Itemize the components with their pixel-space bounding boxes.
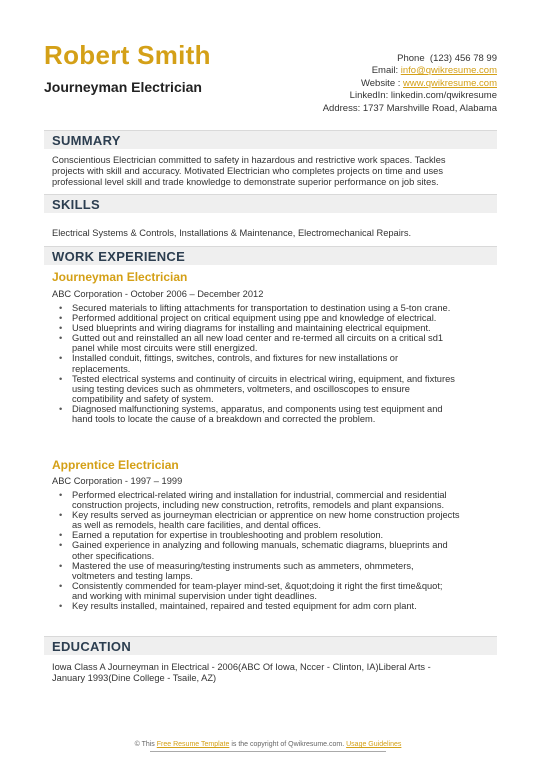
list-item: • Installed conduit, fittings, switches, controls, and fixtures for new installations or replacements. xyxy=(52,353,496,373)
list-item: • Gained experience in analyzing and following manuals, schematic diagrams, blueprints and other specifications. xyxy=(52,540,496,560)
skills-heading-label: SKILLS xyxy=(52,197,101,212)
address-value: 1737 Marshville Road, Alabama xyxy=(362,102,497,114)
education-heading-label: EDUCATION xyxy=(52,639,132,654)
candidate-name: Robert Smith xyxy=(44,40,211,70)
summary-heading xyxy=(44,130,497,149)
list-item: • Performed additional project on critical equipment using ppe and knowledge of electrical. xyxy=(52,313,496,323)
list-item: • Gutted out and reinstalled an all new load center and re-termed all circuits on a critical sd1 panel while most circuits were still energized. xyxy=(52,333,496,353)
website-link[interactable]: www.qwikresume.com xyxy=(403,77,497,89)
website-label: Website : xyxy=(360,77,401,89)
contact-linkedin xyxy=(323,90,497,102)
contact-email xyxy=(323,65,497,77)
education-line: January 1993(Dine College - Tsaile, AZ) xyxy=(52,673,217,683)
list-item: • Performed electrical-related wiring and installation for industrial, commercial and residential construction projects, including new construction, retrofits, remodels and plant expansions. xyxy=(52,490,496,510)
list-item: • Earned a reputation for expertise in troubleshooting and problem resolution. xyxy=(52,530,496,540)
phone-value: (123) 456 78 99 xyxy=(429,53,497,64)
list-item: • Secured materials to lifting attachments for transportation to destination using a 5-ton crane. xyxy=(52,303,496,313)
usage-guidelines-link[interactable]: Usage Guidelines xyxy=(346,741,402,748)
list-item: • Key results served as journeyman electrician or apprentice on new home construction projects as well as remodels, health care facilities, and dental offices. xyxy=(52,510,496,530)
summary-line: Conscientious Electrician committed to safety in hazardous and restrictive work spaces. Tackles xyxy=(52,155,446,165)
contact-block xyxy=(323,53,497,115)
contact-website xyxy=(323,78,497,90)
job-bullets xyxy=(52,490,496,611)
summary-line: professional level skill and trade knowledge to demonstrate superior performance on job sites. xyxy=(52,177,439,187)
job-bullets xyxy=(52,303,496,424)
summary-text xyxy=(52,155,496,188)
job-title: Apprentice Electrician xyxy=(52,458,179,472)
list-item: • Diagnosed malfunctioning systems, apparatus, and components using test equipment and hand tools to locate the cause of a breakdown and corrected the problem. xyxy=(52,404,496,424)
list-item: • Used blueprints and wiring diagrams for installing and maintaining electrical equipment. xyxy=(52,323,496,333)
phone-label: Phone xyxy=(397,53,425,64)
footer xyxy=(0,741,536,748)
education-line: Iowa Class A Journeyman in Electrical - 2006(ABC Of Iowa, Nccer - Clinton, IA)Liberal Arts - xyxy=(52,662,431,672)
list-item: • Consistently commended for team-player mind-set, &quot;doing it right the first time&quot; and working with minimal supervision under tight deadlines. xyxy=(52,581,496,601)
list-item: • Tested electrical systems and continuity of circuits in electrical wiring, equipment, and fixtures using testing devices such as ohmmeters, voltmeters, and oscilloscopes to ensure compatibility and safety of system. xyxy=(52,374,496,404)
email-label: Email: xyxy=(371,65,399,77)
footer-prefix: © This xyxy=(134,741,155,748)
work-heading-label: WORK EXPERIENCE xyxy=(52,249,186,264)
education-heading xyxy=(44,636,497,655)
contact-phone xyxy=(323,53,497,65)
summary-heading-label: SUMMARY xyxy=(52,133,121,148)
skills-text: Electrical Systems & Controls, Installations & Maintenance, Electromechanical Repairs. xyxy=(52,228,412,238)
free-resume-template-link[interactable]: Free Resume Template xyxy=(156,741,230,748)
job-company-dates: ABC Corporation - 1997 – 1999 xyxy=(52,476,183,486)
work-heading xyxy=(44,246,497,265)
summary-line: projects with skill and accuracy. Motivated Electrician who completes projects on time and uses xyxy=(52,166,443,176)
candidate-title: Journeyman Electrician xyxy=(44,79,202,95)
footer-divider xyxy=(150,751,386,752)
contact-address xyxy=(323,103,497,115)
list-item: • Mastered the use of measuring/testing instruments such as ammeters, ohmmeters, voltmeters and testing lamps. xyxy=(52,561,496,581)
footer-middle: is the copyright of Qwikresume.com. xyxy=(231,741,345,748)
email-link[interactable]: info@qwikresume.com xyxy=(400,65,497,77)
job-company-dates: ABC Corporation - October 2006 – December 2012 xyxy=(52,289,264,299)
education-text xyxy=(52,662,496,684)
list-item: • Key results installed, maintained, repaired and tested equipment for adm corn plant. xyxy=(52,601,496,611)
job-title: Journeyman Electrician xyxy=(52,270,188,284)
linkedin-label: LinkedIn: xyxy=(349,90,389,102)
linkedin-value: linkedin.com/qwikresume xyxy=(390,90,497,102)
skills-heading xyxy=(44,194,497,213)
address-label: Address: xyxy=(322,102,361,114)
